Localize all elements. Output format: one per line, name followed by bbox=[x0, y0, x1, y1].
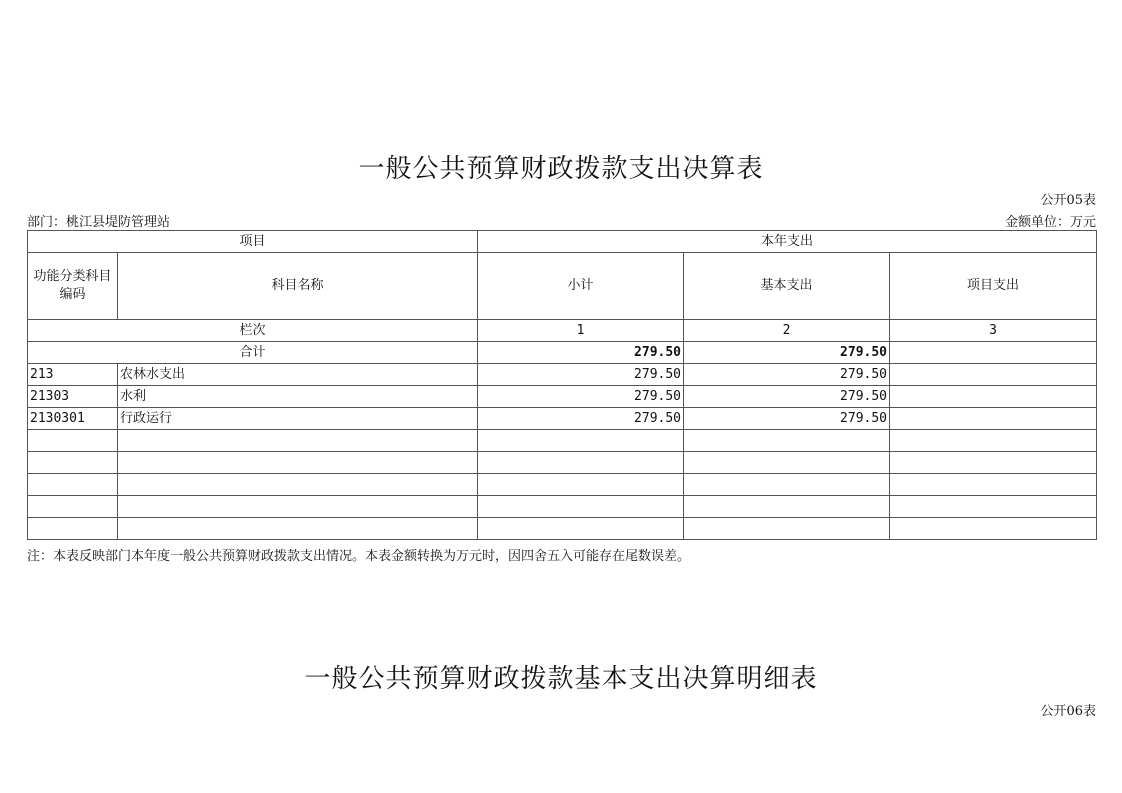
header-row-1 bbox=[28, 231, 1097, 253]
header-code: 功能分类科目编码 bbox=[28, 253, 118, 320]
total-project-exp bbox=[890, 342, 1097, 364]
row-project-exp bbox=[890, 386, 1097, 408]
total-label: 合计 bbox=[28, 342, 478, 364]
table-row bbox=[28, 386, 1097, 408]
form-number: 公开05表 bbox=[1040, 193, 1096, 208]
row-project-exp bbox=[890, 364, 1097, 386]
empty-cell bbox=[478, 496, 684, 518]
row-basic: 279.50 bbox=[684, 386, 890, 408]
empty-cell bbox=[28, 518, 118, 540]
empty-cell bbox=[890, 474, 1097, 496]
empty-cell bbox=[890, 518, 1097, 540]
empty-cell bbox=[118, 474, 478, 496]
empty-row bbox=[28, 496, 1097, 518]
report-title-2: 一般公共预算财政拨款基本支出决算明细表 bbox=[304, 664, 818, 694]
empty-row bbox=[28, 430, 1097, 452]
row-code: 2130301 bbox=[28, 408, 118, 430]
column-index-row bbox=[28, 320, 1097, 342]
row-code: 213 bbox=[28, 364, 118, 386]
header-project-exp: 项目支出 bbox=[890, 253, 1097, 320]
header-project: 项目 bbox=[28, 231, 478, 253]
header-subtotal: 小计 bbox=[478, 253, 684, 320]
column-index-label: 栏次 bbox=[28, 320, 478, 342]
empty-row bbox=[28, 474, 1097, 496]
total-subtotal: 279.50 bbox=[478, 342, 684, 364]
total-row bbox=[28, 342, 1097, 364]
report-title: 一般公共预算财政拨款支出决算表 bbox=[358, 154, 764, 184]
header-basic: 基本支出 bbox=[684, 253, 890, 320]
empty-cell bbox=[684, 430, 890, 452]
empty-cell bbox=[478, 474, 684, 496]
column-index-1: 1 bbox=[478, 320, 684, 342]
row-code: 21303 bbox=[28, 386, 118, 408]
row-subtotal: 279.50 bbox=[478, 386, 684, 408]
empty-cell bbox=[684, 452, 890, 474]
amount-unit-label: 金额单位：万元 bbox=[1004, 215, 1096, 230]
header-row-2 bbox=[28, 253, 1097, 320]
row-name: 水利 bbox=[118, 386, 478, 408]
table-row bbox=[28, 364, 1097, 386]
total-basic: 279.50 bbox=[684, 342, 890, 364]
empty-cell bbox=[478, 518, 684, 540]
empty-cell bbox=[478, 452, 684, 474]
empty-cell bbox=[478, 430, 684, 452]
department-label: 部门：桃江县堤防管理站 bbox=[27, 215, 171, 230]
header-this-year: 本年支出 bbox=[478, 231, 1097, 253]
empty-cell bbox=[118, 496, 478, 518]
empty-row bbox=[28, 518, 1097, 540]
row-subtotal: 279.50 bbox=[478, 364, 684, 386]
empty-cell bbox=[684, 496, 890, 518]
row-project-exp bbox=[890, 408, 1097, 430]
empty-cell bbox=[890, 430, 1097, 452]
row-basic: 279.50 bbox=[684, 364, 890, 386]
empty-cell bbox=[684, 474, 890, 496]
empty-cell bbox=[890, 452, 1097, 474]
row-name: 农林水支出 bbox=[118, 364, 478, 386]
header-name: 科目名称 bbox=[118, 253, 478, 320]
row-subtotal: 279.50 bbox=[478, 408, 684, 430]
empty-cell bbox=[684, 518, 890, 540]
empty-cell bbox=[890, 496, 1097, 518]
empty-cell bbox=[118, 430, 478, 452]
empty-cell bbox=[28, 474, 118, 496]
empty-cell bbox=[28, 430, 118, 452]
row-basic: 279.50 bbox=[684, 408, 890, 430]
table-note: 注：本表反映部门本年度一般公共预算财政拨款支出情况。本表金额转换为万元时，因四舍五入可能存在尾数误差。 bbox=[27, 549, 691, 564]
empty-cell bbox=[28, 452, 118, 474]
empty-row bbox=[28, 452, 1097, 474]
column-index-2: 2 bbox=[684, 320, 890, 342]
column-index-3: 3 bbox=[890, 320, 1097, 342]
form-number-2: 公开06表 bbox=[1040, 704, 1096, 719]
row-name: 行政运行 bbox=[118, 408, 478, 430]
empty-cell bbox=[118, 452, 478, 474]
empty-cell bbox=[118, 518, 478, 540]
expenditure-table bbox=[27, 230, 1097, 540]
empty-cell bbox=[28, 496, 118, 518]
table-row bbox=[28, 408, 1097, 430]
